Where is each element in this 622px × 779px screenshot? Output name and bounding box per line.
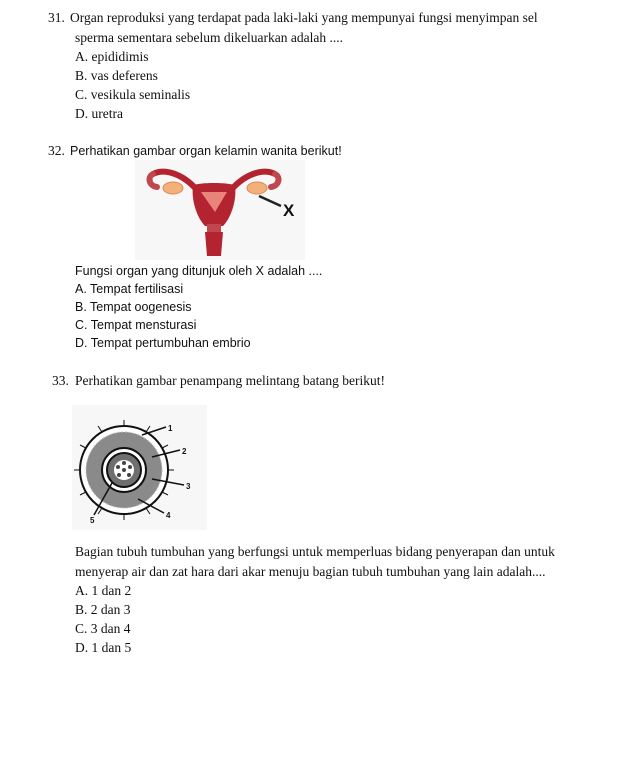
q33-option-a[interactable]: A. 1 dan 2 <box>75 583 132 598</box>
q32-option-b[interactable]: B. Tempat oogenesis <box>75 300 192 314</box>
q33-option-d[interactable]: D. 1 dan 5 <box>75 640 132 655</box>
cervix <box>207 224 221 232</box>
q31-option-c[interactable]: C. vesikula seminalis <box>75 87 191 102</box>
q31-option-d[interactable]: D. uretra <box>75 106 123 121</box>
q33-option-b[interactable]: B. 2 dan 3 <box>75 602 131 617</box>
q33-stem: Perhatikan gambar penampang melintang batang berikut! <box>75 373 386 388</box>
q33-question-line2: menyerap air dan zat hara dari akar menuju bagian tubuh tumbuhan yang lain adalah.... <box>75 564 546 579</box>
figure-label-3: 3 <box>186 482 191 491</box>
q32-number: 32. <box>48 143 65 158</box>
right-ovary <box>247 182 267 194</box>
q32-option-a[interactable]: A. Tempat fertilisasi <box>75 282 184 296</box>
figure-label-1: 1 <box>168 424 173 433</box>
figure-label-x: X <box>283 201 295 220</box>
q31-number: 31. <box>48 10 65 25</box>
q32-stem: Perhatikan gambar organ kelamin wanita berikut! <box>70 144 342 158</box>
q31-option-a[interactable]: A. epididimis <box>75 49 149 64</box>
figure-label-5: 5 <box>90 516 95 525</box>
q32-option-c[interactable]: C. Tempat mensturasi <box>75 318 197 332</box>
q33-option-c[interactable]: C. 3 dan 4 <box>75 621 131 636</box>
q32-question: Fungsi organ yang ditunjuk oleh X adalah .... <box>75 264 323 278</box>
q33-number: 33. <box>52 373 69 388</box>
left-ovary <box>163 182 183 194</box>
q32-option-d[interactable]: D. Tempat pertumbuhan embrio <box>75 336 251 350</box>
q31-option-b[interactable]: B. vas deferens <box>75 68 158 83</box>
figure-label-4: 4 <box>166 511 171 520</box>
female-reproductive-organ-figure <box>135 160 305 260</box>
q31-stem-line1: Organ reproduksi yang terdapat pada laki-laki yang mempunyai fungsi menyimpan sel <box>70 10 538 25</box>
stem-cross-section-figure <box>72 405 207 530</box>
q33-question-line1: Bagian tubuh tumbuhan yang berfungsi untuk memperluas bidang penyerapan dan untuk <box>75 544 555 559</box>
q31-stem-line2: sperma sementara sebelum dikeluarkan adalah .... <box>75 30 344 45</box>
vagina <box>205 232 223 256</box>
figure-label-2: 2 <box>182 447 187 456</box>
